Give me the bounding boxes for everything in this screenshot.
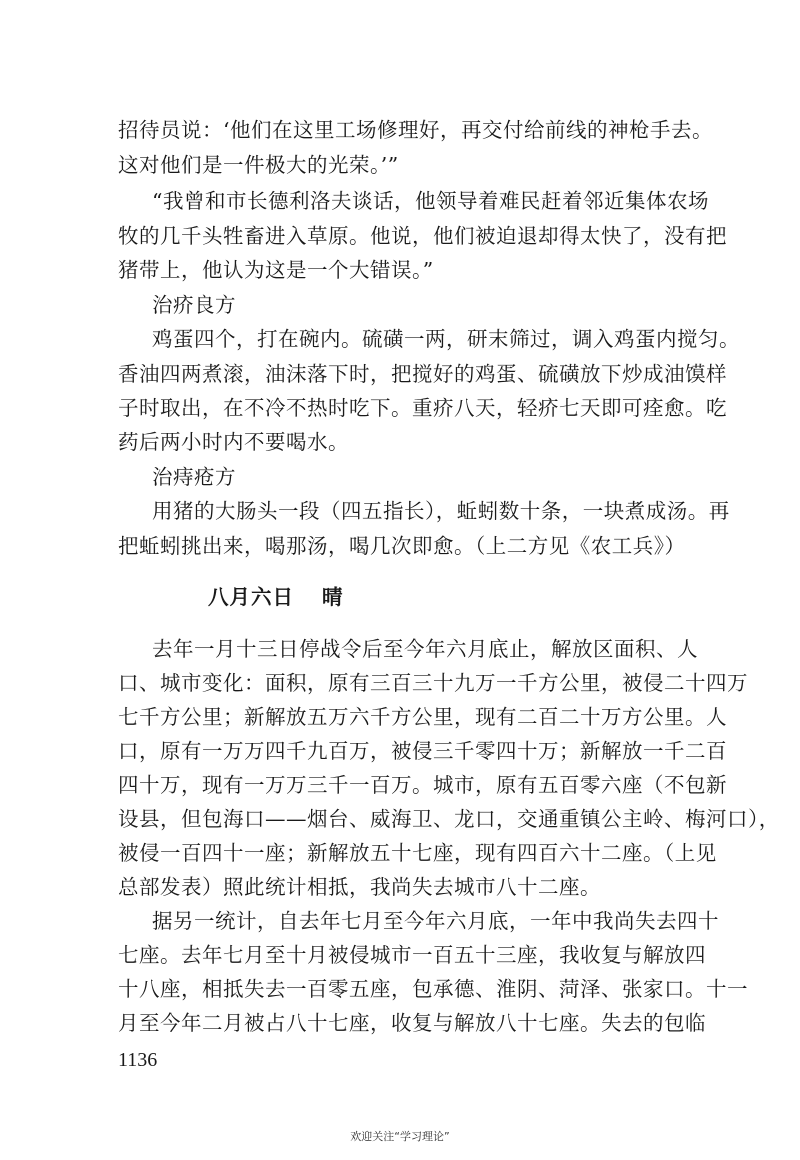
section-title: 治疥良方 — [152, 293, 236, 317]
diary-entry-heading — [208, 584, 344, 610]
entry-weather: 晴 — [322, 585, 344, 609]
text-line: 把蚯蚓挑出来，喝那汤，喝几次即愈。（上二方见《农工兵》） — [118, 534, 686, 558]
text-line: 猪带上，他认为这是一个大错误。” — [118, 258, 434, 282]
entry-date: 八月六日 — [208, 585, 294, 609]
text-line: 七千方公里；新解放五万六千方公里，现有二百二十万方公里。人 — [118, 705, 727, 729]
footer-watermark-text: 欢迎关注“学习理论” — [350, 1130, 450, 1143]
text-line: 鸡蛋四个，打在碗内。硫磺一两，研末筛过，调入鸡蛋内搅匀。 — [152, 327, 740, 351]
text-line: 用猪的大肠头一段（四五指长），蚯蚓数十条，一块煮成汤。再 — [152, 499, 730, 523]
text-line: 月至今年二月被占八十七座，收复与解放八十七座。失去的包临 — [118, 1011, 706, 1035]
text-line: 香油四两煮滚，油沫落下时，把搅好的鸡蛋、硫磺放下炒成油馍样 — [118, 362, 727, 386]
text-line: 口，原有一万万四千九百万，被侵三千零四十万；新解放一千二百 — [118, 739, 727, 763]
text-line: 子时取出，在不冷不热时吃下。重疥八天，轻疥七天即可痊愈。吃 — [118, 396, 727, 420]
text-line: 七座。去年七月至十月被侵城市一百五十三座，我收复与解放四 — [118, 943, 706, 967]
text-line: 去年一月十三日停战令后至今年六月底止，解放区面积、人 — [152, 637, 698, 661]
text-line: 被侵一百四十一座；新解放五十七座，现有四百六十二座。（上见 — [118, 841, 717, 865]
text-line: 总部发表）照此统计相抵，我尚失去城市八十二座。 — [118, 875, 601, 899]
text-line: 十八座，相抵失去一百零五座，包承德、淮阴、菏泽、张家口。十一 — [118, 977, 748, 1001]
page-number: 1136 — [118, 1049, 158, 1071]
text-line: 设县，但包海口——烟台、威海卫、龙口，交通重镇公主岭、梅河口）， — [118, 807, 780, 831]
text-line: “我曾和市长德利洛夫谈话，他领导着难民赶着邻近集体农场 — [152, 189, 709, 213]
text-line: 牧的几千头牲畜进入草原。他说，他们被迫退却得太快了，没有把 — [118, 224, 727, 248]
text-line: 据另一统计，自去年七月至今年六月底，一年中我尚失去四十 — [152, 909, 719, 933]
text-line: 这对他们是一件极大的光荣。’” — [118, 153, 399, 177]
section-title: 治痔疮方 — [152, 465, 236, 489]
text-line: 四十万，现有一万万三千一百万。城市，原有五百零六座（不包新 — [118, 773, 727, 797]
text-line: 招待员说：‘他们在这里工场修理好，再交付给前线的神枪手去。 — [118, 118, 714, 142]
text-line: 口、城市变化：面积，原有三百三十九万一千方公里，被侵二十四万 — [118, 671, 748, 695]
text-line: 药后两小时内不要喝水。 — [118, 430, 349, 454]
